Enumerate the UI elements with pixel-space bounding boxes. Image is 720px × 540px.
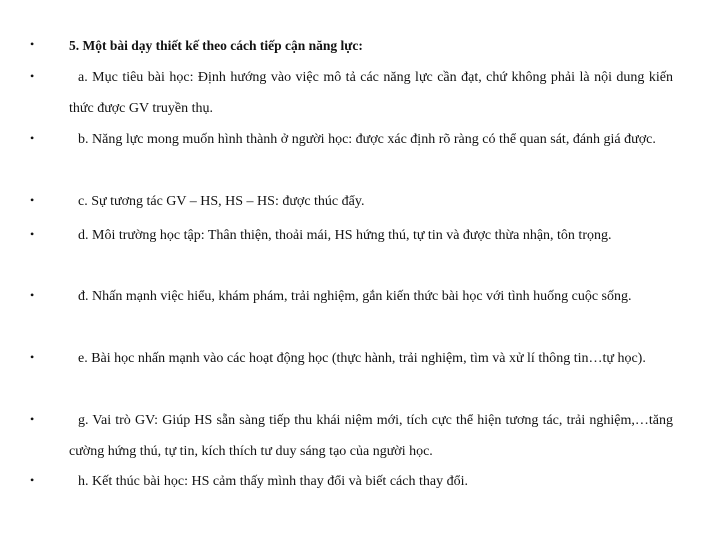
item-text-h: h. Kết thúc bài học: HS cảm thấy mình thay đổi và biết cách thay đổi. (78, 474, 468, 489)
bullet: • (30, 69, 35, 83)
item-text-a: a. Mục tiêu bài học: Định hướng vào việc mô tả các năng lực cần đạt, chứ không phải là nội dung kiến thức được GV truyền thụ. (69, 70, 673, 116)
bullet: • (30, 193, 35, 207)
bullet: • (30, 131, 35, 145)
list-item-text (69, 124, 673, 155)
item-text-d: d. Môi trường học tập: Thân thiện, thoải mái, HS hứng thú, tự tin và được thừa nhận, tôn trọng. (78, 228, 612, 243)
list-item-text (69, 405, 673, 467)
item-text-g: g. Vai trò GV: Giúp HS sẵn sàng tiếp thu khái niệm mới, tích cực thể hiện tương tác, trải nghiệm,…tăng cường hứng thú, tự tin, kích thích tư duy sáng tạo của người học. (69, 413, 673, 459)
list-item-text (69, 343, 673, 374)
bullet: • (30, 227, 35, 241)
heading-text: 5. Một bài dạy thiết kế theo cách tiếp cận năng lực: (69, 38, 363, 53)
bullet: • (30, 473, 35, 487)
bullet: • (30, 350, 35, 364)
bullet: • (30, 288, 35, 302)
list-item-text (69, 186, 673, 217)
bullet: • (30, 412, 35, 426)
bullet: • (30, 37, 35, 51)
list-item-text (69, 281, 673, 312)
list-item-text (69, 220, 673, 251)
item-text-c: c. Sự tương tác GV – HS, HS – HS: được thúc đẩy. (78, 194, 365, 209)
item-text-e: e. Bài học nhấn mạnh vào các hoạt động học (thực hành, trải nghiệm, tìm và xử lí thông tin…tự học). (78, 351, 646, 366)
list-item-text (69, 62, 673, 124)
list-item-text (69, 466, 673, 497)
item-text-dd: đ. Nhấn mạnh việc hiểu, khám phám, trải nghiệm, gắn kiến thức bài học với tình huống cuộc sống. (78, 289, 632, 304)
item-text-b: b. Năng lực mong muốn hình thành ở người học: được xác định rõ ràng có thể quan sát, đánh giá được. (78, 132, 656, 147)
